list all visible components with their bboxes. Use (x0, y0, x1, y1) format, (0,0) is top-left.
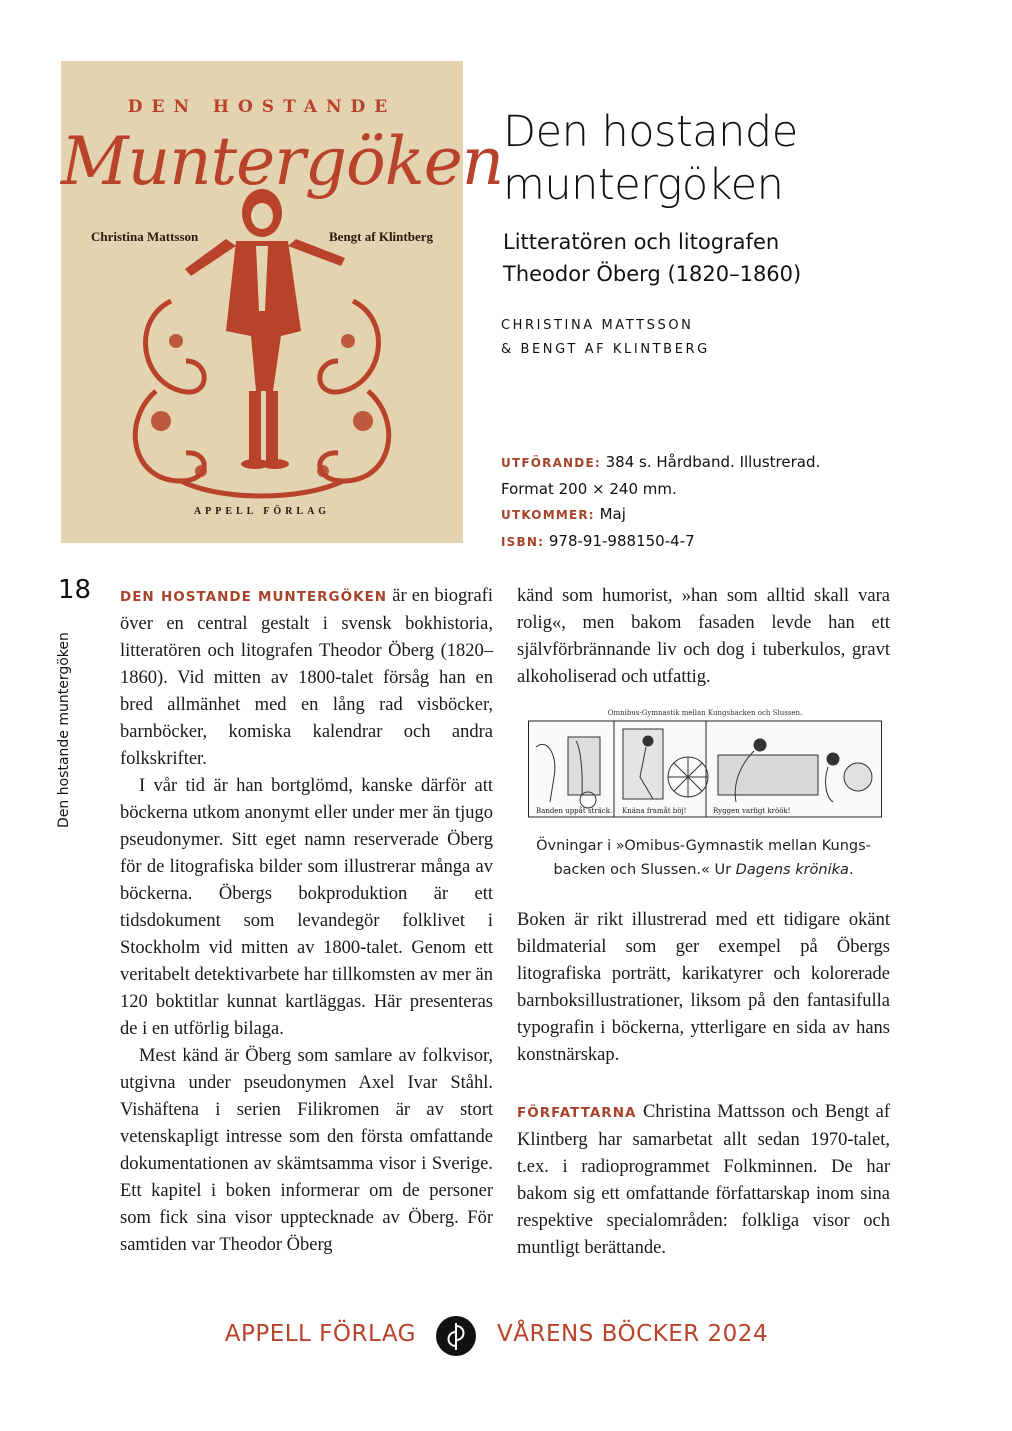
illustration-image (528, 707, 882, 819)
authors-kicker: FÖRFATTARNA (517, 1105, 637, 1121)
paragraph-4: Boken är rikt illustrerad med ett tidigare okänt bildmaterial som ger exempel på Öbergs litografiska porträtt, karikatyrer och kolorerade barnboksillustrationer, liksom på den fantasifulla typografin i böckerna, ytterligare en sida av hans konstnärskap. (517, 910, 890, 1065)
isbn-value: 978-91-988150-4-7 (548, 531, 695, 550)
book-subtitle-line1: Litteratören och litografen (503, 230, 780, 254)
illustration-heading: Omnibus-Gymnastik mellan Kungsbacken och Slussen. (607, 709, 803, 717)
format-value: 384 s. Hårdband. Illustrerad. (605, 453, 821, 471)
publisher-logo-icon (436, 1316, 476, 1356)
paragraph-2: I vår tid är han bortglömd, kanske därför att böckerna utkom anonymt eller under mer än tjugo pseudonymer. Sitt eget namn reserverade Öberg för de litografiska bilder som illustrerar många av böckerna. Öbergs bokproduktion är ett tidsdokument som levandegör folklivet i Stockholm vid mitten av 1800-talet. Genom ett veritabelt detektivarbete har tillkomsten av mer än 120 boktitlar kunnat kartläggas. Här presenteras de i en utförlig bilaga. (120, 776, 493, 1039)
book-cover (61, 61, 504, 543)
paragraph-3-continued: känd som humorist, »han som alltid skall vara rolig«, men bakom fasaden levde han ett självförbrännande liv och dog i tuberkulos, gravt alkoholiserad och utfattig. (517, 586, 890, 687)
authors-text: Christina Mattsson och Bengt af Klintberg har samarbetat allt sedan 1970-talet, t.ex. i radioprogrammet Folkminnen. De har bakom sig ett omfattande författarskap inom sina respektive specialområden: folkliga visor och muntligt berättande. (517, 1102, 890, 1258)
body-column-left (120, 583, 493, 1259)
book-title (503, 106, 943, 212)
caption-line2a: backen och Slussen.« Ur (553, 862, 736, 878)
cover-author-left: Christina Mattsson (91, 229, 199, 244)
authors-line1: CHRISTINA MATTSSON (501, 318, 694, 333)
caption-line2b: . (848, 862, 854, 878)
authors-paragraph (517, 1099, 890, 1262)
footer-publisher: APPELL FÖRLAG (224, 1321, 416, 1347)
illustration-caption (517, 834, 890, 882)
book-subtitle-line2: Theodor Öberg (1820–1860) (503, 262, 802, 286)
format-label: UTFÖRANDE: (501, 456, 601, 470)
cover-publisher: APPELL FÖRLAG (193, 506, 331, 517)
intro-kicker: DEN HOSTANDE MUNTERGÖKEN (120, 589, 388, 605)
page-number: 18 (58, 575, 92, 605)
body-column-right-top (517, 583, 890, 691)
book-title-line2: muntergöken (503, 160, 784, 210)
release-value: Maj (599, 505, 626, 523)
isbn-label: ISBN: (501, 534, 545, 549)
book-title-line1: Den hostande (503, 107, 798, 157)
release-label: UTKOMMER: (501, 508, 595, 522)
book-metadata (501, 450, 820, 555)
logo-mark (436, 1316, 476, 1356)
cover-author-right: Bengt af Klintberg (329, 229, 433, 244)
intro-paragraph (120, 583, 493, 773)
panel2-caption: Knäna framåt böj! (622, 807, 687, 815)
body-column-right-mid (517, 907, 890, 1069)
format-dimensions: Format 200 × 240 mm. (501, 479, 677, 498)
panel1-caption: Banden uppåt sträck. (536, 807, 613, 815)
page-footer (0, 1315, 1012, 1357)
omnibus-illustration (528, 707, 882, 819)
panel3-caption: Ryggen varligt kröök! (713, 807, 791, 815)
footer-season: VÅRENS BÖCKER 2024 (497, 1321, 769, 1347)
book-subtitle (503, 226, 943, 290)
caption-line1: Övningar i »Omibus-Gymnastik mellan Kungs- (536, 838, 871, 854)
cover-title: Muntergöken (61, 123, 504, 200)
authors-line2: & BENGT AF KLINTBERG (501, 342, 710, 357)
body-column-right-bottom (517, 1099, 890, 1262)
intro-text: är en biografi över en central gestalt i svensk bokhistoria, litteratören och litografen Theodor Öberg (1820–1860). Vid mitten av 1800-talet försåg han en bred allmänhet med en lång rad visböcker, barnböcker, komiska kalendrar och andra folkskrifter. (120, 586, 493, 769)
running-title: Den hostande muntergöken (56, 632, 72, 828)
cover-top-text: DEN HOSTANDE (127, 97, 397, 117)
paragraph-3: Mest känd är Öberg som samlare av folkvisor, utgivna under pseudonymen Axel Ivar Ståhl. Vishäftena i serien Filikromen är av stort vetenskapligt intresse som den första omfattande dokumentationen av skämtsamma visor i Sverige. Ett kapitel i boken informerar om de personer som fick sina visor upptecknade av Öberg. För samtiden var Theodor Öberg (120, 1046, 493, 1255)
caption-source: Dagens krönika (735, 862, 849, 878)
